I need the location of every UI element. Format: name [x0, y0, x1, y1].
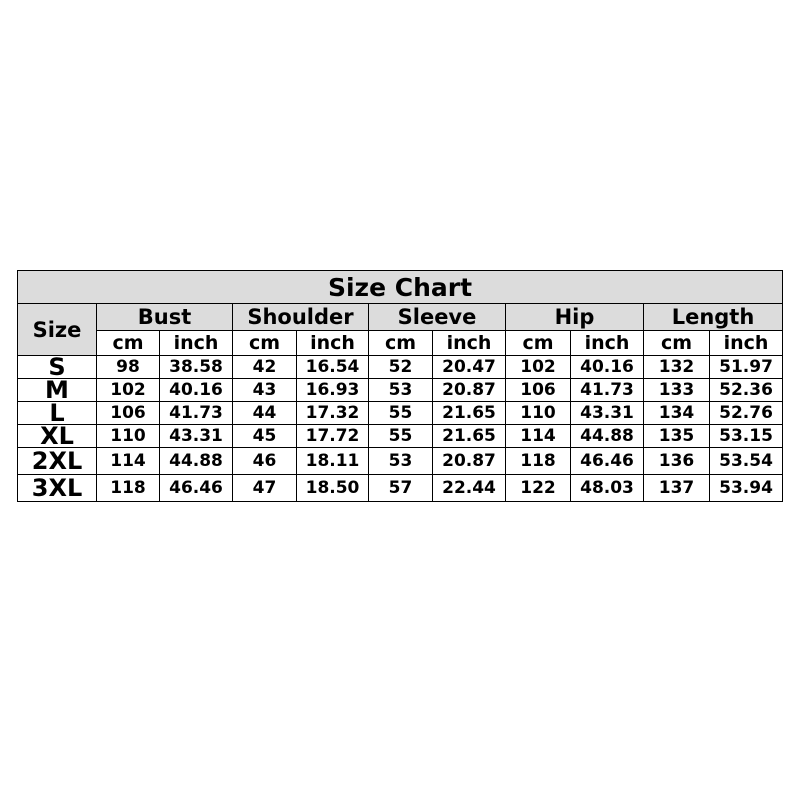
table-cell: 57 [369, 475, 433, 502]
table-cell: 136 [644, 448, 710, 475]
table-cell: 55 [369, 425, 433, 448]
table-cell: 20.47 [433, 356, 506, 379]
table-cell: 40.16 [571, 356, 644, 379]
table-cell: 51.97 [710, 356, 783, 379]
table-row [18, 425, 783, 448]
group-header-bust: Bust [97, 304, 233, 331]
table-cell: 122 [506, 475, 571, 502]
table-cell: 133 [644, 379, 710, 402]
table-cell: 53.54 [710, 448, 783, 475]
table-cell: 44 [233, 402, 297, 425]
table-cell: 41.73 [571, 379, 644, 402]
table-cell: 52 [369, 356, 433, 379]
table-cell: 18.50 [297, 475, 369, 502]
table-cell: 53.15 [710, 425, 783, 448]
table-cell: 48.03 [571, 475, 644, 502]
size-label: M [18, 379, 97, 402]
unit-header: cm [506, 331, 571, 356]
table-cell: 46 [233, 448, 297, 475]
size-label: 2XL [18, 448, 97, 475]
table-cell: 21.65 [433, 425, 506, 448]
table-cell: 52.76 [710, 402, 783, 425]
table-cell: 43.31 [160, 425, 233, 448]
table-cell: 106 [97, 402, 160, 425]
table-cell: 44.88 [571, 425, 644, 448]
table-row [18, 379, 783, 402]
table-cell: 55 [369, 402, 433, 425]
size-label: S [18, 356, 97, 379]
table-cell: 43 [233, 379, 297, 402]
table-row [18, 448, 783, 475]
unit-header: cm [644, 331, 710, 356]
table-cell: 16.54 [297, 356, 369, 379]
table-cell: 20.87 [433, 379, 506, 402]
table-cell: 18.11 [297, 448, 369, 475]
table-cell: 42 [233, 356, 297, 379]
table-cell: 118 [97, 475, 160, 502]
unit-header: cm [369, 331, 433, 356]
table-cell: 46.46 [571, 448, 644, 475]
unit-header: inch [571, 331, 644, 356]
table-cell: 134 [644, 402, 710, 425]
table-cell: 43.31 [571, 402, 644, 425]
table-cell: 110 [97, 425, 160, 448]
unit-header: cm [233, 331, 297, 356]
unit-header: cm [97, 331, 160, 356]
size-chart-table [17, 270, 783, 502]
table-cell: 132 [644, 356, 710, 379]
table-cell: 53 [369, 379, 433, 402]
unit-header: inch [160, 331, 233, 356]
table-cell: 98 [97, 356, 160, 379]
table-cell: 102 [506, 356, 571, 379]
table-cell: 40.16 [160, 379, 233, 402]
table-row [18, 402, 783, 425]
table-cell: 47 [233, 475, 297, 502]
table-row [18, 356, 783, 379]
group-header-length: Length [644, 304, 783, 331]
table-cell: 44.88 [160, 448, 233, 475]
group-header-shoulder: Shoulder [233, 304, 369, 331]
table-cell: 53.94 [710, 475, 783, 502]
table-cell: 52.36 [710, 379, 783, 402]
size-label: XL [18, 425, 97, 448]
table-cell: 17.32 [297, 402, 369, 425]
table-cell: 46.46 [160, 475, 233, 502]
table-cell: 114 [506, 425, 571, 448]
group-header-sleeve: Sleeve [369, 304, 506, 331]
table-cell: 41.73 [160, 402, 233, 425]
table-cell: 118 [506, 448, 571, 475]
table-cell: 106 [506, 379, 571, 402]
unit-header: inch [710, 331, 783, 356]
group-header-hip: Hip [506, 304, 644, 331]
table-cell: 21.65 [433, 402, 506, 425]
chart-title: Size Chart [18, 271, 783, 304]
unit-header: inch [433, 331, 506, 356]
table-cell: 38.58 [160, 356, 233, 379]
size-column-header: Size [18, 304, 97, 356]
unit-header: inch [297, 331, 369, 356]
size-label: L [18, 402, 97, 425]
size-label: 3XL [18, 475, 97, 502]
table-cell: 20.87 [433, 448, 506, 475]
table-cell: 135 [644, 425, 710, 448]
table-cell: 53 [369, 448, 433, 475]
table-cell: 17.72 [297, 425, 369, 448]
table-cell: 110 [506, 402, 571, 425]
table-cell: 137 [644, 475, 710, 502]
table-cell: 102 [97, 379, 160, 402]
table-cell: 22.44 [433, 475, 506, 502]
table-row [18, 475, 783, 502]
table-cell: 114 [97, 448, 160, 475]
table-cell: 16.93 [297, 379, 369, 402]
table-cell: 45 [233, 425, 297, 448]
